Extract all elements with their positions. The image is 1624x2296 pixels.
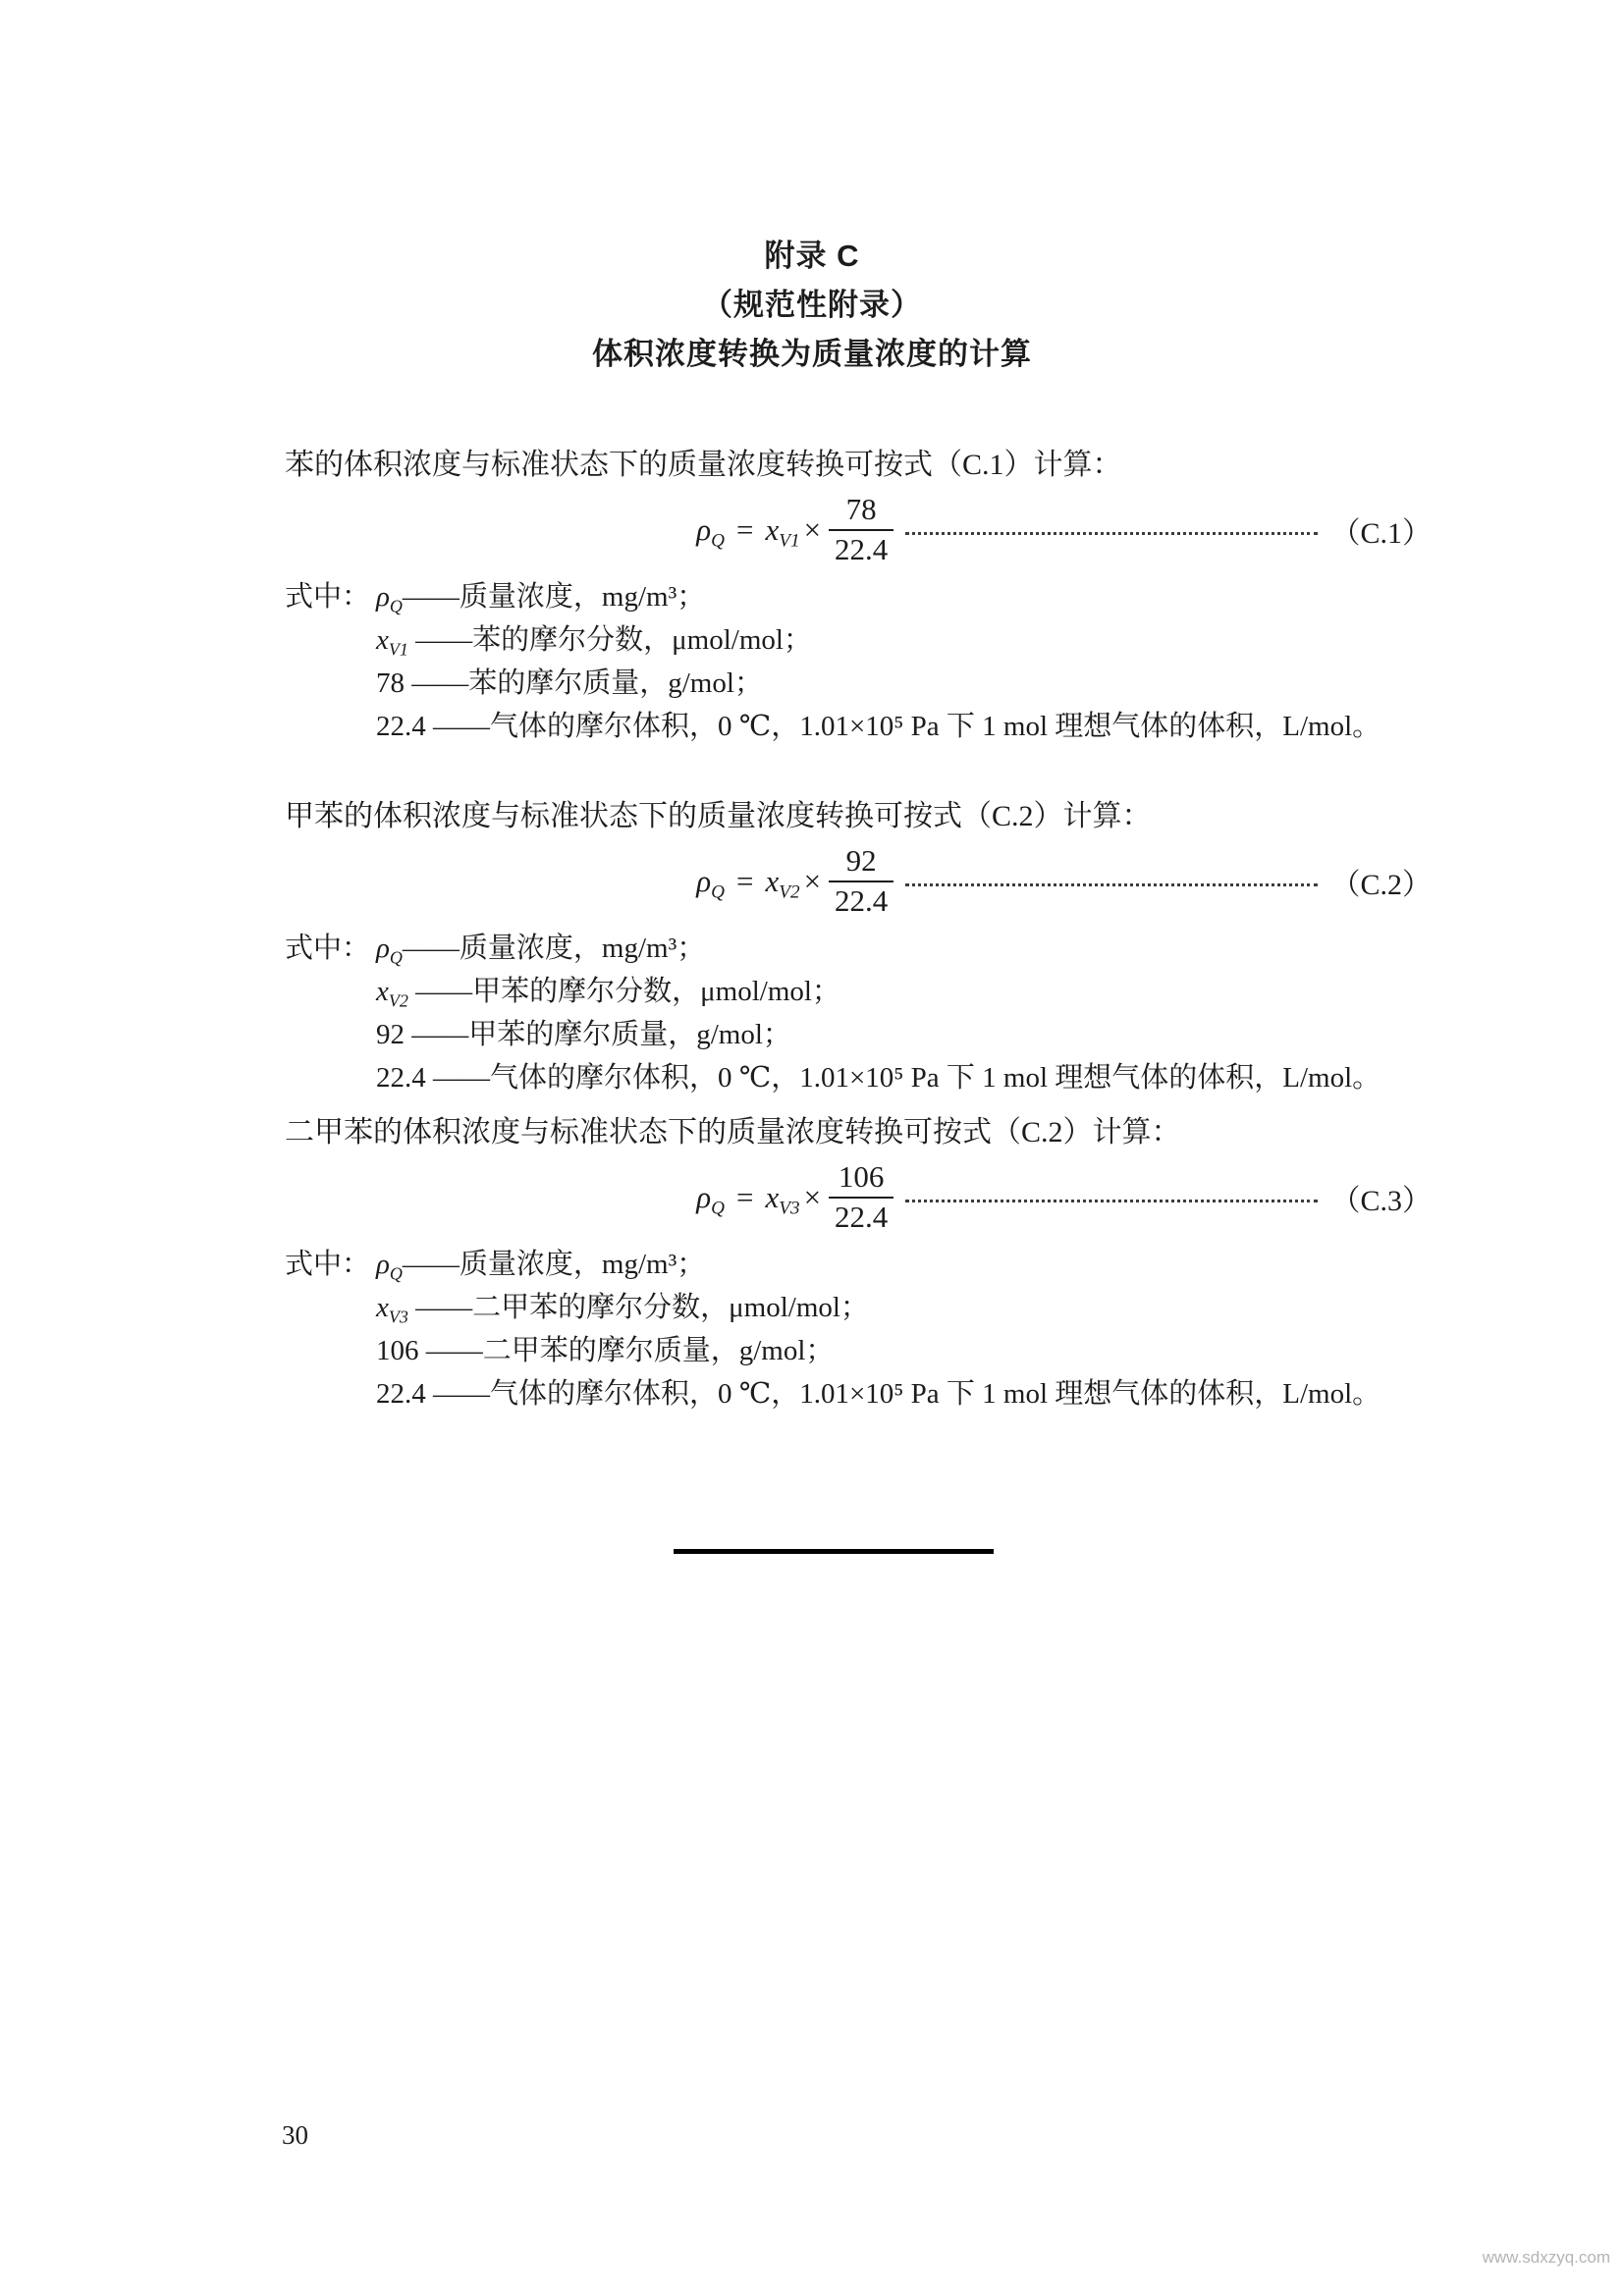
numerator: 78 bbox=[829, 494, 893, 531]
definition-row bbox=[285, 1243, 1432, 1286]
definition-text: 22.4 ——气体的摩尔体积，0 ℃，1.01×10⁵ Pa 下 1 mol 理想气体的体积，L/mol。 bbox=[376, 1062, 1381, 1094]
fraction bbox=[829, 845, 893, 917]
appendix-title: 附录 C bbox=[764, 239, 860, 273]
denominator: 22.4 bbox=[835, 1200, 889, 1234]
denominator: 22.4 bbox=[835, 532, 889, 566]
numerator: 106 bbox=[829, 1161, 893, 1199]
definition-symbol: $\rho_Q$ bbox=[376, 1249, 403, 1284]
end-of-text-rule bbox=[674, 1549, 994, 1554]
formula-variable: $x_{V3}$ bbox=[765, 1180, 800, 1219]
watermark: www.sdxzyq.com bbox=[1482, 2248, 1610, 2267]
multiply-sign: × bbox=[803, 1180, 822, 1214]
dot-leader bbox=[905, 532, 1317, 535]
fraction bbox=[829, 494, 893, 565]
definition-text: ——质量浓度，mg/m³； bbox=[402, 933, 706, 964]
where-block bbox=[285, 575, 1432, 748]
definition-row bbox=[285, 618, 1432, 662]
formula-c3 bbox=[696, 1161, 893, 1233]
equals-sign: = bbox=[735, 1180, 754, 1214]
formula-c2 bbox=[696, 845, 893, 917]
definition-row bbox=[285, 1372, 1432, 1415]
definition-text: 22.4 ——气体的摩尔体积，0 ℃，1.01×10⁵ Pa 下 1 mol 理想气体的体积，L/mol。 bbox=[376, 1378, 1381, 1410]
definition-text: 78 ——苯的摩尔质量，g/mol； bbox=[376, 667, 763, 699]
equation-label-c1: （C.1） bbox=[1330, 517, 1433, 550]
definition-text: ——二甲苯的摩尔分数，μmol/mol； bbox=[407, 1292, 869, 1323]
definition-symbol: $x_{V3}$ bbox=[376, 1292, 408, 1327]
definition-row bbox=[285, 1329, 1432, 1372]
formula-lhs: $\rho_Q$ bbox=[696, 512, 725, 552]
definition-symbol: $x_{V2}$ bbox=[376, 976, 408, 1011]
definition-symbol: $\rho_Q$ bbox=[376, 581, 403, 616]
fraction bbox=[829, 1161, 893, 1233]
section-toluene bbox=[285, 797, 1432, 1099]
definition-row bbox=[285, 575, 1432, 618]
definition-row bbox=[285, 970, 1432, 1013]
dot-leader bbox=[905, 1200, 1317, 1202]
formula-c3-row bbox=[285, 1154, 1432, 1241]
definition-row bbox=[285, 1286, 1432, 1329]
equals-sign: = bbox=[735, 864, 754, 898]
definition-text: ——质量浓度，mg/m³； bbox=[402, 581, 706, 613]
dot-leader bbox=[905, 883, 1317, 886]
equals-sign: = bbox=[735, 512, 754, 547]
where-label: 式中： bbox=[285, 581, 371, 613]
definition-row bbox=[285, 1013, 1432, 1056]
where-block bbox=[285, 1243, 1432, 1415]
intro-paragraph: 苯的体积浓度与标准状态下的质量浓度转换可按式（C.1）计算： bbox=[285, 449, 1122, 481]
definition-text: 106 ——二甲苯的摩尔质量，g/mol； bbox=[376, 1335, 835, 1366]
formula-lhs: $\rho_Q$ bbox=[696, 1180, 725, 1219]
definition-text: 22.4 ——气体的摩尔体积，0 ℃，1.01×10⁵ Pa 下 1 mol 理想气体的体积，L/mol。 bbox=[376, 711, 1381, 742]
intro-paragraph: 二甲苯的体积浓度与标准状态下的质量浓度转换可按式（C.2）计算： bbox=[285, 1116, 1181, 1148]
appendix-type: （规范性附录） bbox=[702, 288, 922, 322]
definition-text: ——甲苯的摩尔分数，μmol/mol； bbox=[407, 976, 840, 1007]
multiply-sign: × bbox=[803, 512, 822, 547]
where-label: 式中： bbox=[285, 1249, 371, 1280]
definition-row bbox=[285, 662, 1432, 705]
definition-symbol: $x_{V1}$ bbox=[376, 624, 408, 660]
equation-label-c3: （C.3） bbox=[1330, 1185, 1433, 1217]
title-block bbox=[0, 0, 1624, 379]
formula-c1 bbox=[696, 494, 893, 565]
appendix-subtitle: 体积浓度转换为质量浓度的计算 bbox=[592, 337, 1032, 371]
where-label: 式中： bbox=[285, 933, 371, 964]
denominator: 22.4 bbox=[835, 883, 889, 918]
page-number: 30 bbox=[282, 2120, 308, 2150]
document-body bbox=[0, 446, 1624, 1415]
numerator: 92 bbox=[829, 845, 893, 882]
where-block bbox=[285, 927, 1432, 1099]
formula-variable: $x_{V1}$ bbox=[765, 512, 800, 552]
section-xylene bbox=[285, 1113, 1432, 1415]
definition-text: 92 ——甲苯的摩尔质量，g/mol； bbox=[376, 1019, 791, 1050]
definition-row bbox=[285, 1056, 1432, 1099]
formula-c2-row bbox=[285, 838, 1432, 925]
definition-text: ——质量浓度，mg/m³； bbox=[402, 1249, 706, 1280]
multiply-sign: × bbox=[803, 864, 822, 898]
definition-row bbox=[285, 927, 1432, 970]
formula-lhs: $\rho_Q$ bbox=[696, 864, 725, 903]
formula-c1-row bbox=[285, 487, 1432, 573]
formula-variable: $x_{V2}$ bbox=[765, 864, 800, 903]
definition-text: ——苯的摩尔分数，μmol/mol； bbox=[407, 624, 812, 656]
intro-paragraph: 甲苯的体积浓度与标准状态下的质量浓度转换可按式（C.2）计算： bbox=[285, 800, 1152, 832]
equation-label-c2: （C.2） bbox=[1330, 869, 1433, 901]
section-benzene bbox=[285, 446, 1432, 748]
definition-row bbox=[285, 705, 1432, 748]
definition-symbol: $\rho_Q$ bbox=[376, 933, 403, 968]
